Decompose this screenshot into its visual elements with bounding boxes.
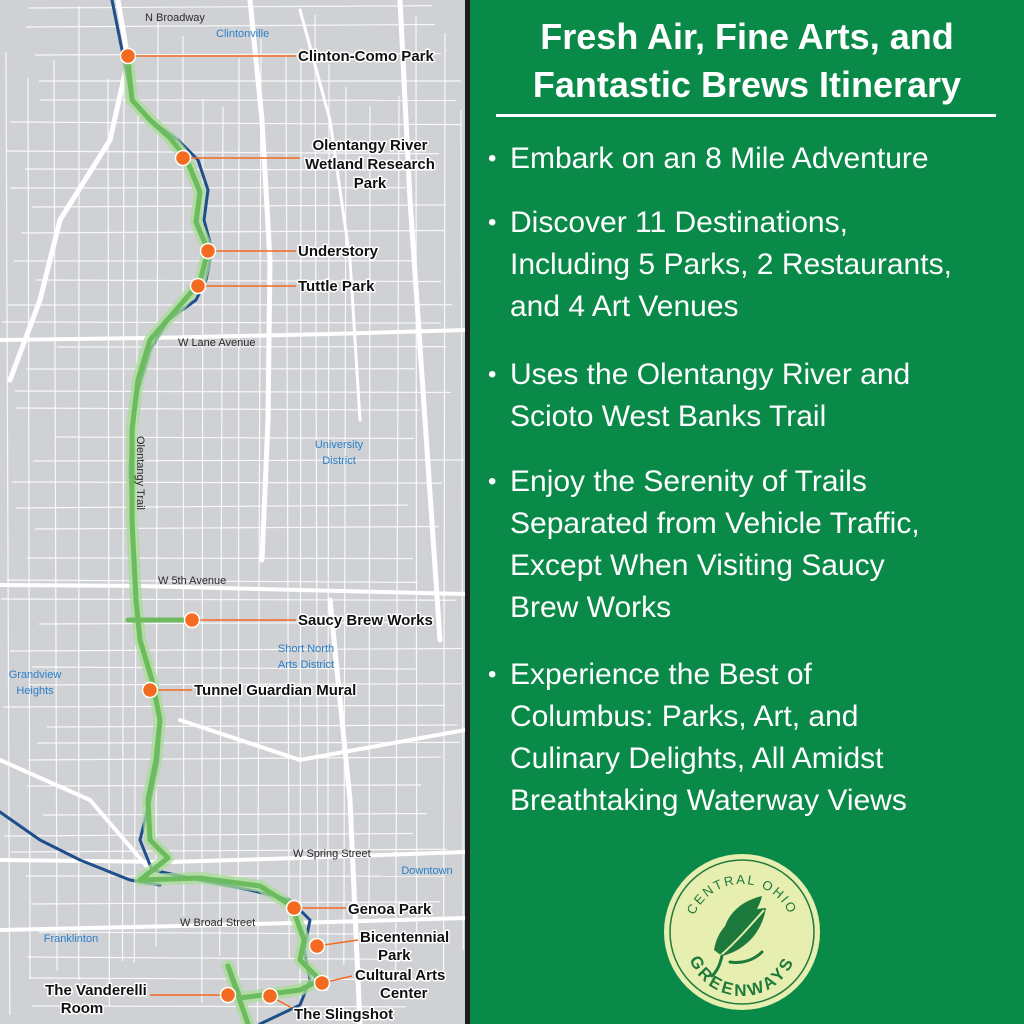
trail-map (0, 0, 465, 1024)
stop-label-olentangy-wetland-line1[interactable]: Olentangy River (312, 137, 428, 154)
bullet-line: Culinary Delights, All Amidst (510, 742, 884, 775)
bullet-line: Including 5 Parks, 2 Restaurants, (510, 248, 952, 281)
stop-label-vanderelli-line1[interactable]: The Vanderelli (45, 982, 147, 999)
bullet-line: Experience the Best of (510, 658, 812, 691)
street-label-n-broadway: N Broadway (145, 12, 205, 24)
stop-label-cultural-arts-line2[interactable]: Center (380, 985, 428, 1002)
bullet-line: Columbus: Parks, Art, and (510, 700, 859, 733)
area-label-franklinton: Franklinton (43, 933, 99, 945)
itinerary-title-line1: Fresh Air, Fine Arts, and (540, 16, 954, 57)
bullet-line: Brew Works (510, 591, 672, 624)
stop-label-tuttle-park[interactable]: Tuttle Park (298, 278, 375, 295)
logo-top-text: CENTRAL OHIO (683, 871, 801, 917)
marker-cultural-arts-center[interactable] (315, 976, 330, 991)
bullet-line: and 4 Art Venues (510, 290, 739, 323)
stop-label-cultural-arts-line1[interactable]: Cultural Arts (355, 967, 446, 984)
marker-bicentennial-park[interactable] (310, 939, 325, 954)
bullet-item (488, 354, 1024, 438)
bullet-dot-icon: • (488, 361, 497, 388)
bullet-line: Breathtaking Waterway Views (510, 784, 907, 817)
area-label-grandview-line2: Heights (16, 685, 54, 697)
marker-the-vanderelli-room[interactable] (221, 988, 236, 1003)
marker-olentangy-wetland[interactable] (176, 151, 191, 166)
area-label-grandview-line1: Grandview (8, 669, 62, 681)
bullet-dot-icon: • (488, 145, 497, 172)
title-divider (496, 114, 996, 117)
bullet-line: Except When Visiting Saucy (510, 549, 885, 582)
bullet-line: Discover 11 Destinations, (510, 206, 848, 239)
stop-label-understory[interactable]: Understory (298, 243, 379, 260)
marker-understory[interactable] (201, 244, 216, 259)
bullet-line: Embark on an 8 Mile Adventure (510, 142, 929, 175)
bullet-item (488, 138, 1024, 180)
street-label-w-lane-avenue: W Lane Avenue (178, 337, 256, 349)
marker-genoa-park[interactable] (287, 901, 302, 916)
street-label-w-broad-street: W Broad Street (180, 917, 256, 929)
stop-label-vanderelli-line2[interactable]: Room (60, 1000, 104, 1017)
bullet-item (488, 461, 1024, 629)
bullet-item (488, 654, 1024, 822)
bullet-line: Uses the Olentangy River and (510, 358, 911, 391)
area-label-clintonville: Clintonville (216, 28, 270, 40)
stop-label-tunnel-guardian-mural[interactable]: Tunnel Guardian Mural (194, 682, 357, 699)
area-label-university-line2: District (322, 455, 356, 467)
stop-label-the-slingshot[interactable]: The Slingshot (294, 1006, 394, 1023)
stop-label-olentangy-wetland-line2[interactable]: Wetland Research (305, 156, 435, 173)
bullet-item (488, 202, 1024, 328)
bullet-line: Scioto West Banks Trail (510, 400, 827, 433)
stop-label-saucy-brew-works[interactable]: Saucy Brew Works (298, 612, 433, 629)
bullet-dot-icon: • (488, 468, 497, 495)
bullet-line: Separated from Vehicle Traffic, (510, 507, 920, 540)
area-label-downtown: Downtown (401, 865, 453, 877)
stop-label-clinton-como-park[interactable]: Clinton-Como Park (298, 48, 434, 65)
marker-tuttle-park[interactable] (191, 279, 206, 294)
marker-saucy-brew-works[interactable] (185, 613, 200, 628)
area-label-short-north-line2: Arts District (277, 659, 335, 671)
itinerary-title-line2: Fantastic Brews Itinerary (532, 64, 962, 105)
street-label-w-spring-street: W Spring Street (293, 848, 371, 860)
bullet-dot-icon: • (488, 661, 497, 688)
stop-label-bicentennial-line2[interactable]: Park (378, 947, 411, 964)
stop-label-genoa-park[interactable]: Genoa Park (348, 901, 432, 918)
street-label-olentangy-trail: Olentangy Trail (134, 436, 146, 510)
area-label-short-north-line1: Short North (277, 643, 335, 655)
marker-clinton-como-park[interactable] (121, 49, 136, 64)
marker-the-slingshot[interactable] (263, 989, 278, 1004)
stop-label-olentangy-wetland-line3[interactable]: Park (353, 175, 387, 192)
logo-bottom-text: GREENWAYS (685, 952, 799, 1001)
itinerary-panel (470, 0, 1024, 1024)
street-label-w-5th-avenue: W 5th Avenue (158, 575, 227, 587)
stop-label-bicentennial-line1[interactable]: Bicentennial (360, 929, 450, 946)
bullet-dot-icon: • (488, 209, 497, 236)
marker-tunnel-guardian-mural[interactable] (143, 683, 158, 698)
bullet-line: Enjoy the Serenity of Trails (510, 465, 867, 498)
central-ohio-greenways-logo (662, 852, 822, 1012)
map-canvas (0, 0, 465, 1024)
area-label-university-line1: University (314, 439, 364, 451)
